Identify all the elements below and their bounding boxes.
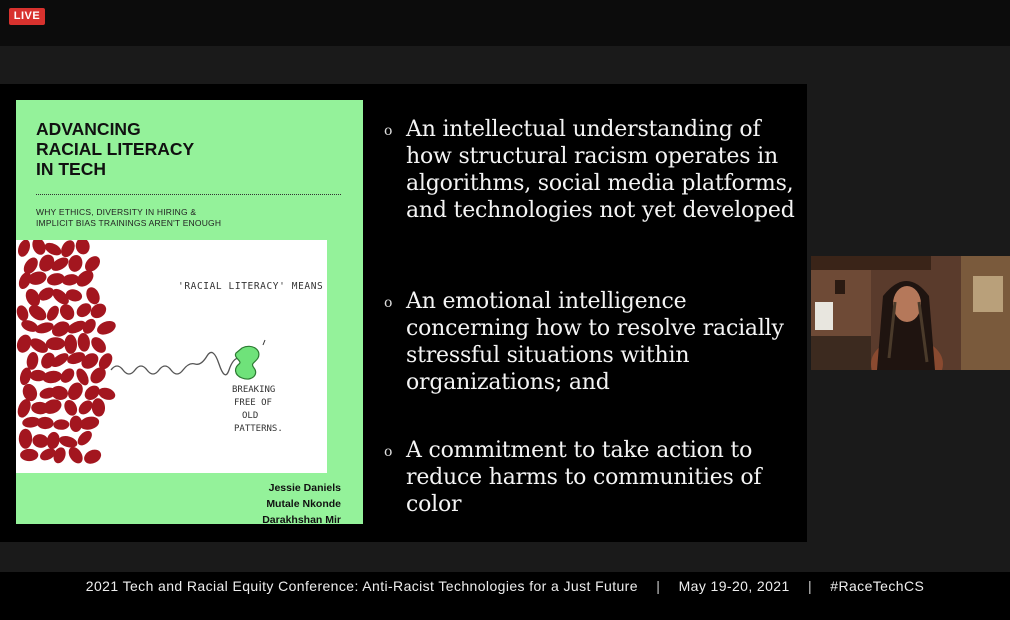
red-blob-cluster: [16, 240, 118, 466]
bullet-text: An intellectual understanding of how structural racism operates in algorithms, social media platforms, and technologies not yet developed: [406, 117, 795, 223]
footer-separator: |: [656, 578, 661, 594]
book-cover: [16, 100, 363, 524]
book-divider: [36, 194, 341, 195]
bullet-marker: o: [384, 123, 393, 139]
red-blob: [91, 398, 106, 417]
squiggle-line: [111, 352, 249, 374]
bullet-item: [384, 437, 799, 518]
book-subtitle: [36, 207, 356, 229]
red-blob: [44, 304, 61, 323]
footer-banner: [0, 572, 1010, 600]
red-blob: [74, 240, 91, 256]
red-blob: [64, 334, 77, 354]
book-author: Jessie Daniels: [268, 482, 341, 494]
window: [973, 276, 1003, 312]
book-title-line: IN TECH: [36, 159, 106, 179]
conference-footer: [0, 572, 1010, 620]
bullet-text: A commitment to take action to reduce harms to communities of color: [406, 438, 762, 517]
illustration-note-line: OLD: [242, 411, 259, 421]
illustration-caption: 'RACIAL LITERACY' MEANS: [178, 281, 324, 292]
top-bar: [0, 0, 1010, 46]
footer-separator: |: [807, 578, 812, 594]
book-subtitle-line: WHY ETHICS, DIVERSITY IN HIRING &: [36, 207, 197, 217]
red-blob: [88, 301, 109, 322]
webcam-scene: [811, 256, 1010, 370]
red-blob: [58, 434, 79, 450]
red-blob: [78, 415, 100, 432]
red-blob: [77, 333, 91, 353]
illustration-note-line: BREAKING: [232, 385, 276, 395]
speaker-webcam[interactable]: [811, 256, 1010, 370]
book-title-line: RACIAL LITERACY: [36, 139, 195, 159]
red-blob: [84, 285, 102, 306]
red-blob: [74, 300, 94, 320]
bullet-text: An emotional intelligence concerning how to resolve racially stressful situations within organizations; and: [406, 289, 784, 395]
right-wall: [961, 256, 1010, 370]
red-blob: [88, 334, 109, 355]
green-blob: [235, 346, 258, 379]
footer-dates: May 19-20, 2021: [678, 578, 790, 594]
red-blob: [45, 431, 61, 450]
book-title-line: ADVANCING: [36, 119, 141, 139]
red-blob: [57, 302, 77, 323]
book-author: Mutale Nkonde: [266, 498, 341, 510]
red-blob: [62, 398, 80, 418]
ceiling-beam: [811, 256, 931, 270]
speaker-face: [893, 286, 921, 322]
footer-conference-title: 2021 Tech and Racial Equity Conference: Anti-Racist Technologies for a Just Future: [85, 578, 638, 594]
red-blob: [19, 429, 32, 449]
red-blob: [34, 320, 55, 335]
red-blob: [36, 416, 53, 429]
red-blob: [16, 304, 30, 323]
red-blob: [66, 444, 86, 466]
wall-frame: [835, 280, 845, 294]
red-blob: [82, 447, 104, 466]
cabinet: [811, 336, 871, 370]
book-illustration: [16, 240, 327, 473]
lamp: [815, 302, 833, 330]
illustration-svg: [16, 240, 327, 473]
book-author: Darakhshan Mir: [262, 514, 341, 526]
red-blob: [16, 240, 32, 258]
red-blob: [53, 419, 69, 430]
red-blob: [20, 449, 38, 462]
illustration-note-line: FREE OF: [234, 398, 272, 408]
red-blob: [46, 337, 65, 350]
illustration-note-line: PATTERNS.: [234, 424, 283, 434]
red-blob: [67, 253, 85, 273]
tick-mark: [263, 340, 265, 345]
footer-hashtag: #RaceTechCS: [830, 578, 925, 594]
bullet-marker: o: [384, 295, 393, 311]
bullet-item: [384, 288, 799, 396]
red-blob: [49, 384, 69, 402]
book-subtitle-line: IMPLICIT BIAS TRAININGS AREN'T ENOUGH: [36, 218, 222, 228]
book-title: [36, 119, 336, 179]
red-blob: [20, 382, 39, 403]
book-authors: [262, 480, 341, 528]
bullet-item: [384, 116, 799, 224]
red-blob: [42, 370, 63, 385]
red-blob: [95, 318, 118, 337]
live-badge: LIVE: [9, 8, 45, 25]
bullet-marker: o: [384, 444, 393, 460]
